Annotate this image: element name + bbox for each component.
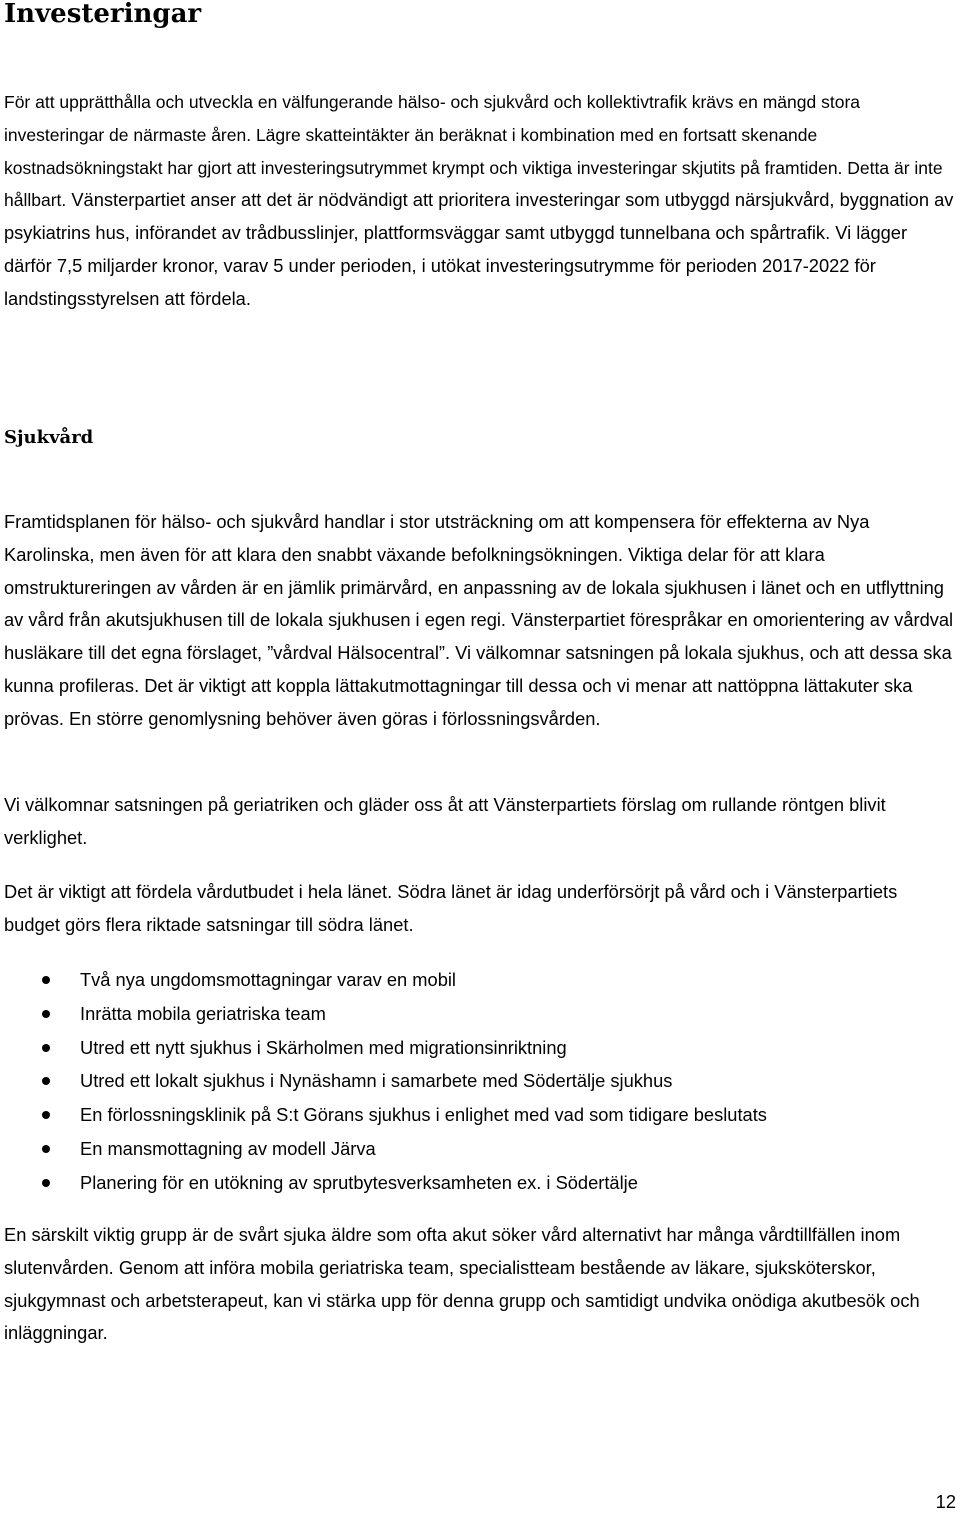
list-item [0,997,960,1031]
body-paragraph: Det är viktigt att fördela vårdutbudet i hela länet. Södra länet är idag underförsörjt på vård och i Vänsterpartiets budget görs flera riktade satsningar till södra länet. [4,881,898,935]
bullet-icon [42,1010,50,1018]
intro-paragraph [4,86,956,316]
list-item-text: Utred ett lokalt sjukhus i Nynäshamn i samarbete med Södertälje sjukhus [80,1070,673,1092]
list-item-text: En mansmottagning av modell Järva [80,1137,376,1159]
intro-rest-text: Vänsterpartiet anser att det är nödvändigt att prioritera investeringar som utbyggd närsjukvård, byggnation av psykiatrins hus, införandet av trådbusslinjer, plattformsväggar samt utbyggd tunnelbana och spårtrafik. Vi lägger därför 7,5 miljarder kronor, varav 5 under perioden, i utökat investeringsutrymme för perioden 2017-2022 för landstingsstyrelsen att fördela. [4,189,954,309]
list-item [0,1064,960,1098]
bullet-icon [42,1145,50,1153]
bullet-list [0,963,960,1200]
list-item-text: En förlossningsklinik på S:t Görans sjukhus i enlighet med vad som tidigare beslutats [80,1104,767,1126]
bullet-icon [42,1077,50,1085]
list-item-text: Två nya ungdomsmottagningar varav en mobil [80,969,456,990]
list-item [0,963,960,997]
body-paragraph: Framtidsplanen för hälso- och sjukvård handlar i stor utsträckning om att kompensera för effekterna av Nya Karolinska, men även för att klara den snabbt växande befolkningsökningen. Viktiga delar för att klara omstruktureringen av vården är en jämlik primärvård, en anpassning av de lokala sjukhusen i länet och en utflyttning av vård från akutsjukhusen till de lokala sjukhusen i egen regi. Vänsterpartiet förespråkar en omorientering av vårdval husläkare till det egna förslaget, ”vårdval Hälsocentral”. Vi välkomnar satsningen på lokala sjukhus, och att dessa ska kunna profileras. Det är viktigt att koppla lättakutmottagningar till dessa och vi menar att nattöppna lättakuter ska prövas. En större genomlysning behöver även göras i förlossningsvården. [4,511,954,729]
list-item [0,1166,960,1200]
list-item-text: Planering för en utökning av sprutbytesverksamheten ex. i Södertälje [80,1171,638,1193]
section-heading: Sjukvård [4,427,94,448]
list-item-text: Inrätta mobila geriatriska team [80,1002,326,1024]
list-item [0,1098,960,1132]
bullet-icon [42,1111,50,1119]
list-item [0,1132,960,1166]
bullet-icon [42,976,50,984]
bullet-icon [42,1044,50,1052]
bullet-icon [42,1179,50,1187]
body-paragraph: Vi välkomnar satsningen på geriatriken och gläder oss åt att Vänsterpartiets förslag om rullande röntgen blivit verklighet. [4,794,886,848]
page-title: Investeringar [4,0,202,29]
intro-lead-text: För att upprätthålla och utveckla en välfungerande hälso- och sjukvård och kollektivtrafik krävs en mängd stora investeringar de närmaste åren. Lägre skatteintäkter än beräknat i kombination med en fortsatt skenande kostnadsökningstakt har gjort att investeringsutrymmet krympt och viktiga investeringar skjutits på framtiden. Detta är inte hållbart. [4,92,943,211]
page-number: 12 [935,1491,956,1512]
list-item [0,1031,960,1065]
list-item-text: Utred ett nytt sjukhus i Skärholmen med migrationsinriktning [80,1036,567,1058]
body-paragraph: En särskilt viktig grupp är de svårt sjuka äldre som ofta akut söker vård alternativt har många vårdtillfällen inom slutenvården. Genom att införa mobila geriatriska team, specialistteam bestående av läkare, sjuksköterskor, sjukgymnast och arbetsterapeut, kan vi stärka upp för denna grupp och samtidigt undvika onödiga akutbesök och inläggningar. [4,1224,920,1344]
